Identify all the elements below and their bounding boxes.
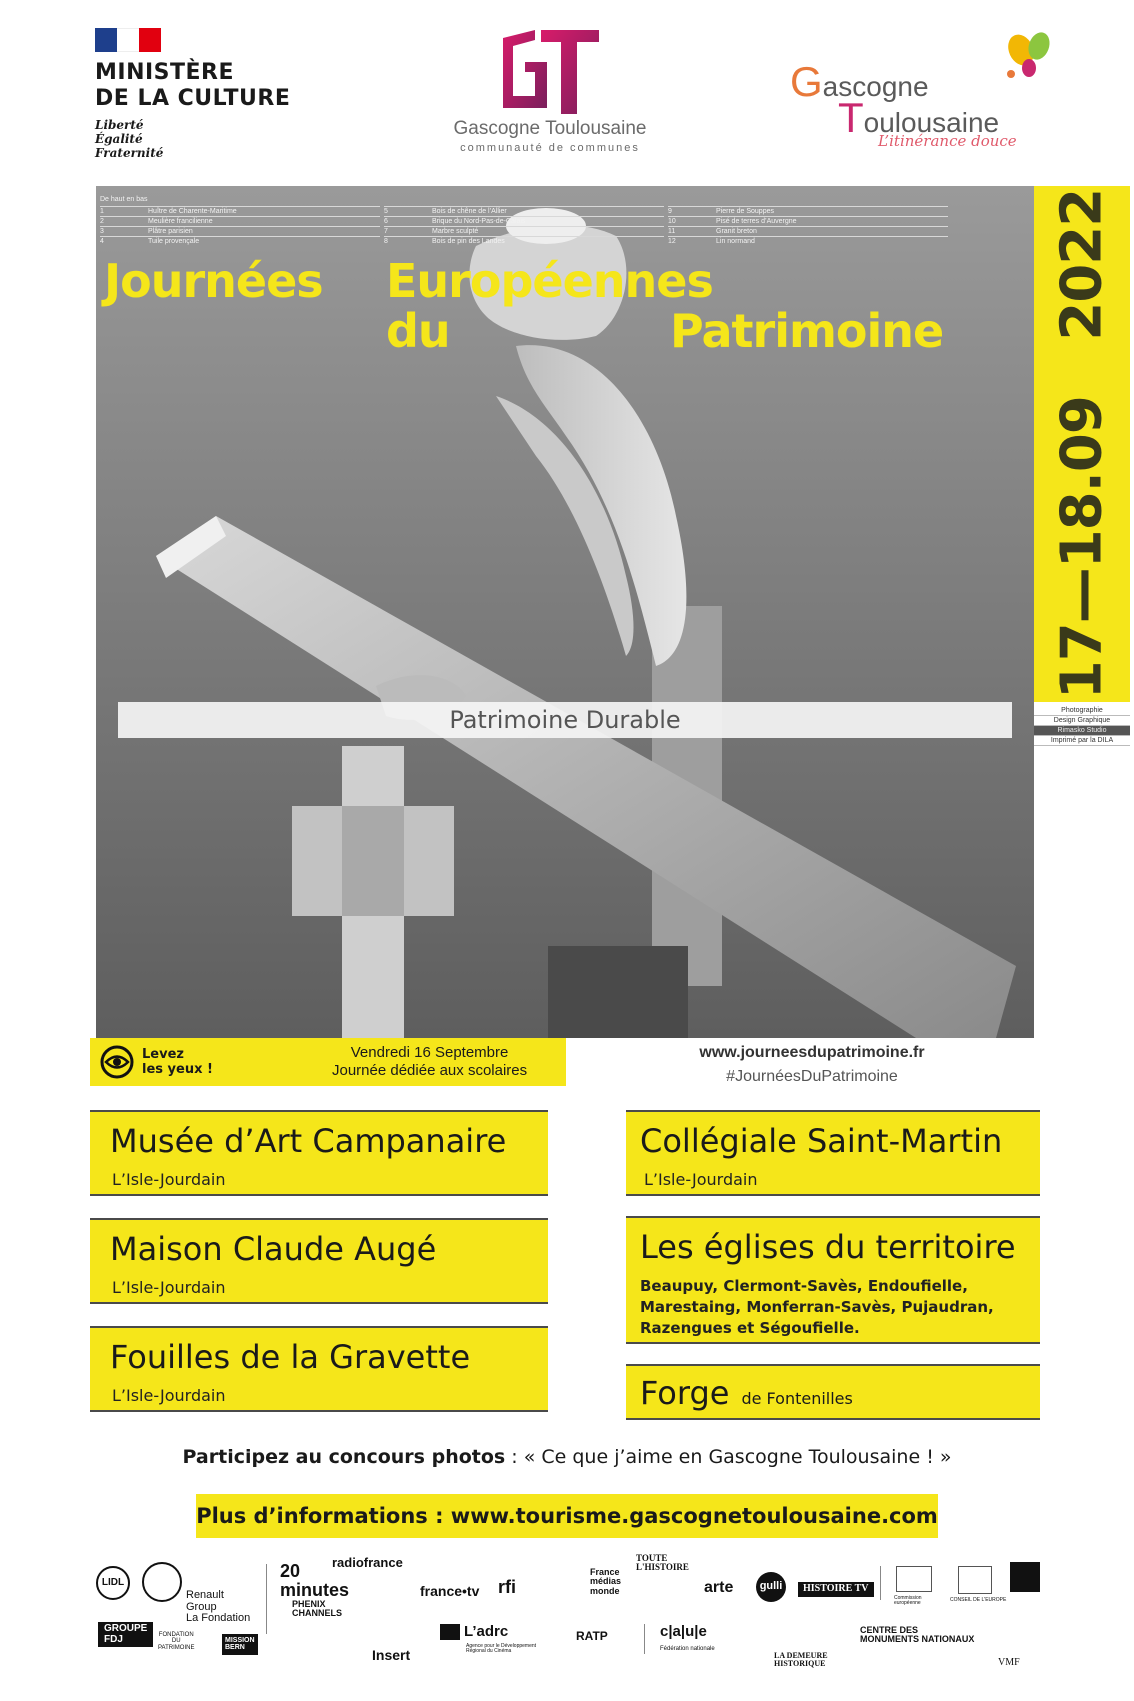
venue-eglises-territoire (626, 1216, 1040, 1344)
venue-collegiale-saint-martin (626, 1110, 1040, 1196)
title-du: du (386, 304, 450, 358)
ministry-logo (95, 28, 315, 160)
venue-villages: Beaupuy, Clermont-Savès, Endoufielle, Marestaing, Monferran-Savès, Pujaudran, Razengues et Ségoufielle. (640, 1277, 994, 1337)
unesco-like-icon (1010, 1562, 1040, 1592)
theme-band (118, 702, 1012, 738)
caption-item: 9 Pierre de Souppes (668, 206, 948, 216)
website-link[interactable]: www.journeesdupatrimoine.fr (699, 1044, 925, 1061)
council-of-europe-logo: CONSEIL DE L'EUROPE (950, 1597, 1007, 1603)
venue-name: Musée d’Art Campanaire (110, 1122, 507, 1160)
fondation-patrimoine-logo: FONDATION DU PATRIMOINE (158, 1632, 195, 1651)
date-band (1034, 186, 1130, 702)
venue-fouilles-gravette (90, 1326, 548, 1412)
venue-place: de Fontenilles (741, 1389, 853, 1408)
lidl-logo: LIDL (96, 1566, 130, 1600)
more-info-link[interactable]: Plus d’informations : www.tourisme.gascognetoulousaine.com (196, 1504, 938, 1528)
caption-item: 4 Tuile provençale (100, 236, 380, 246)
website-info (612, 1044, 1012, 1086)
venue-place: L’Isle-Jourdain (112, 1170, 226, 1189)
photo-caption-col2 (384, 196, 664, 246)
title-journees: Journées (104, 254, 323, 308)
venue-name: Collégiale Saint-Martin (640, 1122, 1003, 1160)
european-commission-logo: Commission européenne (894, 1595, 922, 1607)
radiofrance-logo: radiofrance (332, 1555, 403, 1570)
caption-item: 11 Granit breton (668, 226, 948, 236)
hashtag: #JournéesDuPatrimoine (726, 1068, 898, 1085)
adrc-logo: L’adrc (440, 1624, 508, 1640)
gt-logo-name: Gascogne Toulousaine (453, 118, 647, 139)
caption-item: 2 Meulière francilienne (100, 216, 380, 226)
20-minutes-logo: 20 minutes (280, 1561, 350, 1600)
insert-logo: Insert (372, 1647, 411, 1663)
demeure-historique-logo: LA DEMEURE HISTORIQUE (774, 1651, 828, 1669)
caption-item: 3 Plâtre parisien (100, 226, 380, 236)
venue-musee-art-campanaire (90, 1110, 548, 1196)
caption-item: 8 Bois de pin des Landes (384, 236, 664, 246)
gtt-logo-line2: Toulousaine (838, 94, 1000, 141)
photo-caption-col1: De haut en bas 1 Huître de Charente-Maritime 2 Meulière francilienne 3 Plâtre parisien 4 Tuile provençale (100, 196, 380, 246)
toute-histoire-logo: TOUTE L'HISTOIRE (636, 1553, 689, 1573)
gtt-logo-line1: Gascogne (790, 58, 929, 105)
eye-icon (100, 1045, 134, 1079)
photo-caption-col3 (668, 196, 948, 246)
arte-logo: arte (704, 1579, 734, 1596)
venue-place: L’Isle-Jourdain (112, 1278, 226, 1297)
caption-item: 6 Brique du Nord-Pas-de-Calais (384, 216, 664, 226)
gascogne-toulousaine-itinerance-logo (790, 28, 1060, 168)
coe-stars-icon (958, 1566, 992, 1594)
caption-item: 7 Marbre sculpté (384, 226, 664, 236)
divider (266, 1564, 267, 1634)
ministry-name: MINISTÈRE DE LA CULTURE (95, 60, 291, 111)
histoire-tv-logo: HISTOIRE TV (798, 1582, 874, 1597)
france-medias-monde-logo: France médias monde (590, 1567, 622, 1596)
levez-label: Levez les yeux ! (142, 1047, 213, 1077)
scolaires-date: Vendredi 16 Septembre Journée dédiée aux scolaires (332, 1044, 528, 1079)
gascogne-toulousaine-logo (430, 26, 670, 154)
gulli-logo: gulli (756, 1572, 786, 1602)
title-europeennes: Européennes (386, 254, 713, 308)
venue-name: Forge de Fontenilles (640, 1374, 853, 1412)
ministry-motto: Liberté Égalité Fraternité (95, 118, 164, 160)
french-flag-icon (95, 28, 161, 52)
francetv-logo: france•tv (420, 1583, 480, 1599)
adrc-subtitle: Agence pour le Développement Régional du Cinéma (466, 1643, 537, 1655)
caue-logo: c|a|u|e (660, 1623, 707, 1640)
gt-monogram-icon (495, 26, 605, 116)
caue-subtitle: Fédération nationale (660, 1646, 715, 1652)
caption-item: 5 Bois de chêne de l’Allier (384, 206, 664, 216)
butterfly-icon (1005, 28, 1061, 84)
theme-label: Patrimoine Durable (449, 706, 681, 734)
more-info-banner (196, 1494, 938, 1538)
eu-flag-icon (896, 1566, 932, 1592)
venue-place: L’Isle-Jourdain (644, 1170, 758, 1189)
levez-les-yeux-banner (90, 1038, 566, 1086)
renault-fondation-logo: Renault Group La Fondation (186, 1589, 251, 1625)
caption-item: 1 Huître de Charente-Maritime (100, 206, 380, 216)
venue-name: Les églises du territoire (640, 1228, 1016, 1266)
caption-item: 12 Lin normand (668, 236, 948, 246)
photo-credits: Photographie Design Graphique Rimasko Studio Imprimé par la DILA (1034, 706, 1130, 746)
venue-name: Fouilles de la Gravette (110, 1338, 471, 1376)
venue-maison-claude-auge (90, 1218, 548, 1304)
mission-bern-logo: MISSION BERN (222, 1634, 258, 1655)
event-dates: 17—18.09 2022 (1049, 188, 1115, 700)
gt-logo-subtitle: communauté de communes (460, 142, 640, 154)
divider (644, 1624, 645, 1654)
divider (880, 1566, 881, 1600)
gtt-logo-tagline: L’itinérance douce (878, 132, 1017, 150)
caption-item: 10 Pisé de terres d’Auvergne (668, 216, 948, 226)
centre-monuments-logo: CENTRE DES MONUMENTS NATIONAUX (860, 1625, 975, 1645)
phenix-channels-logo: PHENIX CHANNELS (292, 1599, 343, 1619)
venue-name: Maison Claude Augé (110, 1230, 437, 1268)
photo-contest: Participez au concours photos : « Ce que j’aime en Gascogne Toulousaine ! » (182, 1446, 952, 1468)
venue-forge (626, 1364, 1040, 1420)
seal-logo (142, 1562, 182, 1602)
heritage-sculpture-photo (96, 186, 1034, 1038)
rfi-logo: rfi (498, 1577, 516, 1597)
ratp-logo: RATP (576, 1629, 608, 1643)
title-patrimoine: Patrimoine (670, 304, 944, 358)
venue-place: L’Isle-Jourdain (112, 1386, 226, 1405)
vmf-logo: VMF (998, 1657, 1020, 1668)
fdj-logo: GROUPE FDJ (98, 1622, 153, 1647)
